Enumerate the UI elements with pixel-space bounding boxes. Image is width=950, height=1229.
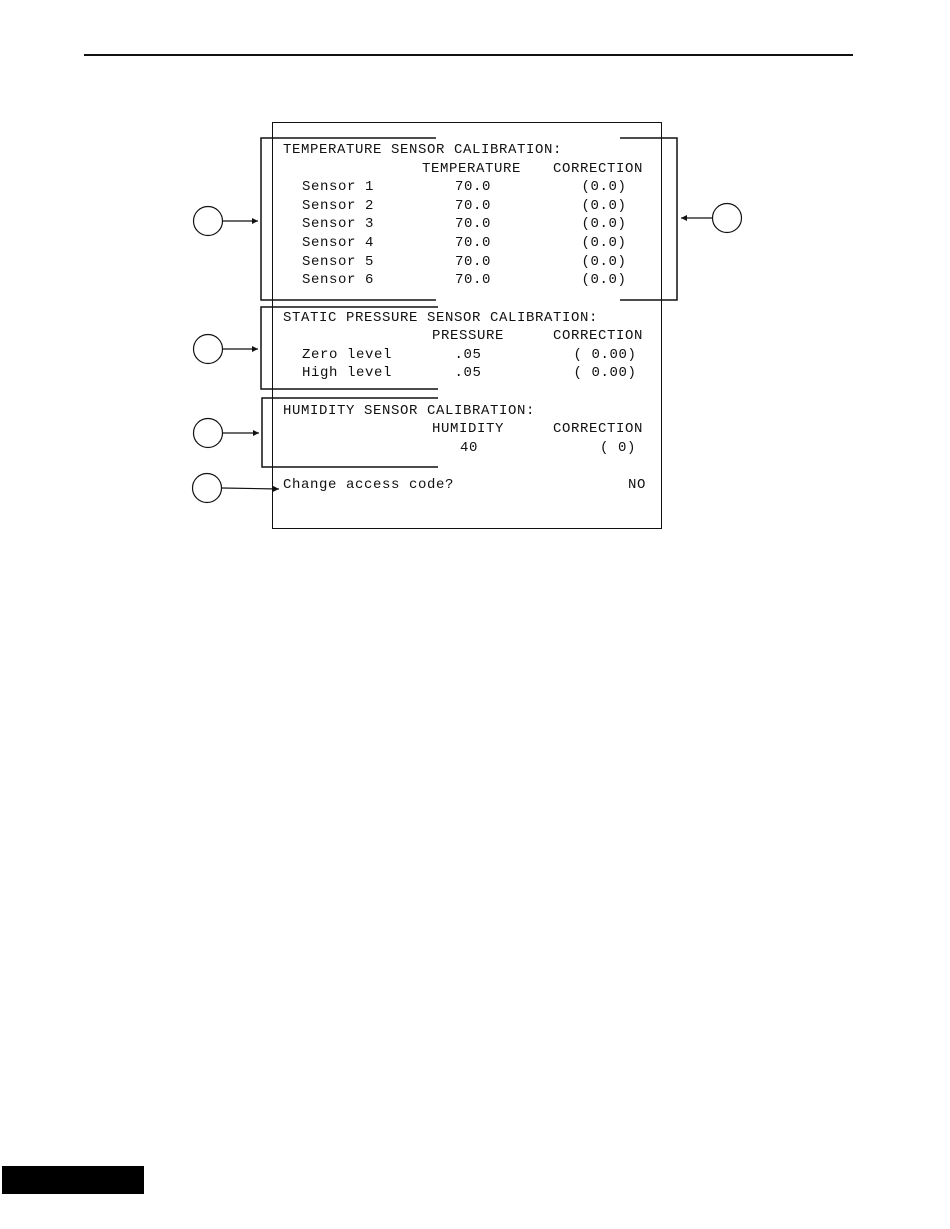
temperature-bracket	[261, 138, 436, 300]
temperature-row-value: 70.0	[454, 179, 491, 195]
temperature-row-value: 70.0	[454, 216, 491, 232]
temperature-row-label: Sensor 5	[302, 254, 375, 270]
access-code-answer: NO	[627, 477, 646, 493]
temperature-row-label: Sensor 6	[302, 272, 375, 288]
temperature-right-bracket	[620, 138, 677, 300]
humidity-correction-header: CORRECTION	[553, 421, 644, 437]
pressure-row-value: .05	[454, 347, 482, 363]
temperature-row-correction: (0.0)	[581, 216, 627, 232]
callout-circle	[713, 204, 742, 233]
pressure-col-header: PRESSURE	[432, 328, 505, 344]
callout-circle	[193, 474, 222, 503]
pressure-correction-header: CORRECTION	[553, 328, 644, 344]
humidity-correction: ( 0)	[599, 440, 636, 456]
pressure-bracket	[261, 307, 438, 389]
pressure-title: STATIC PRESSURE SENSOR CALIBRATION:	[283, 310, 599, 326]
temperature-row-correction: (0.0)	[581, 254, 627, 270]
humidity-value: 40	[459, 440, 478, 456]
temperature-row-correction: (0.0)	[581, 272, 627, 288]
humidity-col-header: HUMIDITY	[432, 421, 505, 437]
pressure-row-label: High level	[302, 365, 393, 381]
access-code-prompt: Change access code?	[283, 477, 455, 493]
temperature-col-header: TEMPERATURE	[422, 161, 522, 177]
temperature-title: TEMPERATURE SENSOR CALIBRATION:	[283, 142, 563, 158]
humidity-bracket	[262, 398, 438, 467]
temperature-row-correction: (0.0)	[581, 198, 627, 214]
temperature-row-correction: (0.0)	[581, 179, 627, 195]
temperature-row-correction: (0.0)	[581, 235, 627, 251]
pressure-row-label: Zero level	[302, 347, 393, 363]
temperature-row-value: 70.0	[454, 272, 491, 288]
temperature-row-value: 70.0	[454, 254, 491, 270]
pressure-row-value: .05	[454, 365, 482, 381]
pressure-row-correction: ( 0.00)	[573, 365, 637, 381]
footer-tab-block	[2, 1166, 144, 1194]
temperature-row-label: Sensor 2	[302, 198, 375, 214]
callout-arrow	[222, 488, 279, 489]
callout-circle	[194, 335, 223, 364]
temperature-correction-header: CORRECTION	[553, 161, 644, 177]
temperature-row-value: 70.0	[454, 235, 491, 251]
humidity-title: HUMIDITY SENSOR CALIBRATION:	[283, 403, 536, 419]
temperature-row-value: 70.0	[454, 198, 491, 214]
callout-circle	[194, 207, 223, 236]
temperature-row-label: Sensor 4	[302, 235, 375, 251]
callout-circle	[194, 419, 223, 448]
temperature-row-label: Sensor 1	[302, 179, 375, 195]
pressure-row-correction: ( 0.00)	[573, 347, 637, 363]
temperature-row-label: Sensor 3	[302, 216, 375, 232]
